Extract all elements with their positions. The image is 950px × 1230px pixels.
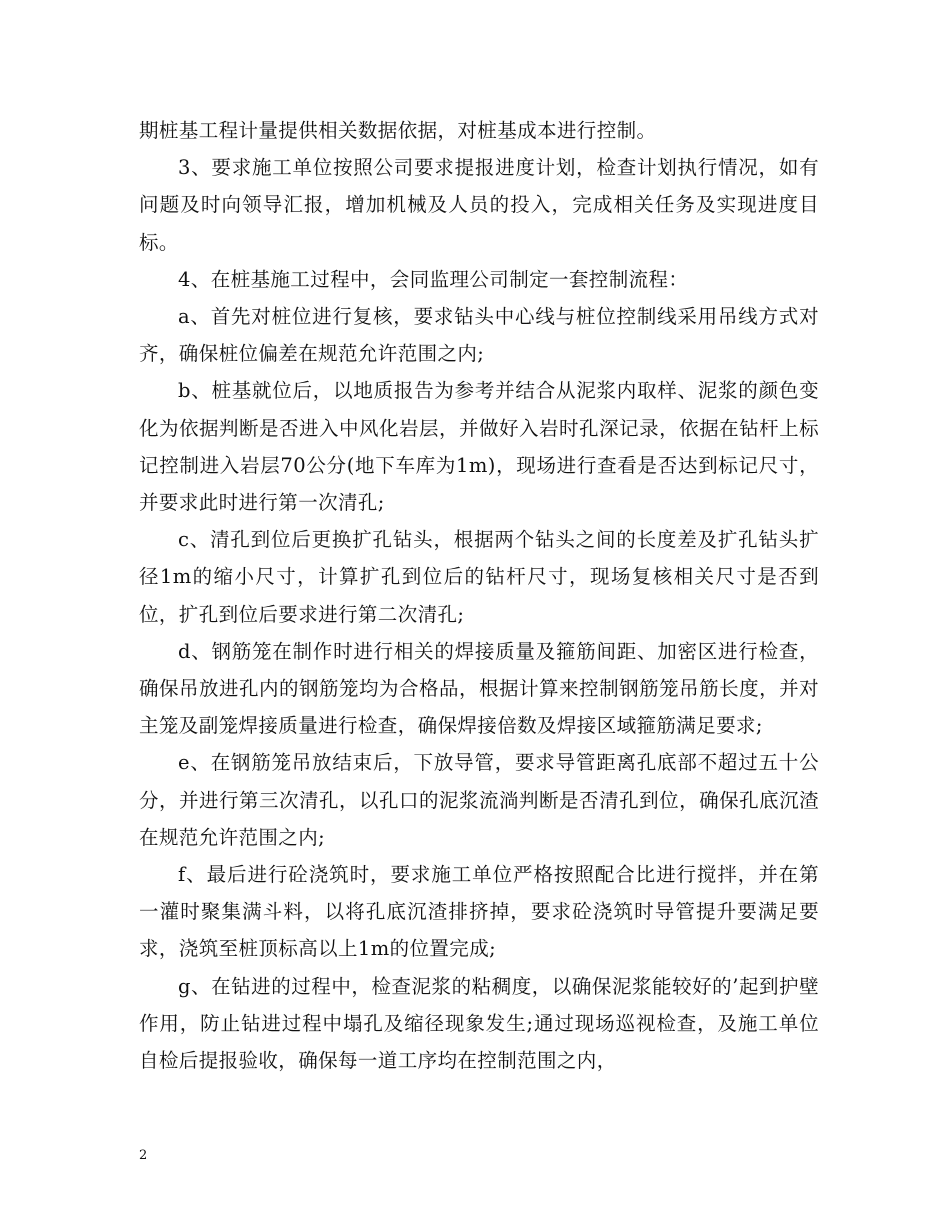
paragraph-8: e、在钢筋笼吊放结束后，下放导管，要求导管距离孔底部不超过五十公分，并进行第三次清孔，以孔口的泥浆流淌判断是否清孔到位，确保孔底沉渣在规范允许范围之内; [139,751,819,849]
paragraph-3: 4、在桩基施工过程中，会同监理公司制定一套控制流程： [178,267,689,291]
paragraph-9: f、最后进行砼浇筑时，要求施工单位严格按照配合比进行搅拌，并在第一灌时聚集满斗料，以将孔底沉渣排挤掉，要求砼浇筑时导管提升要满足要求，浇筑至桩顶标高以上1m的位置完成; [139,863,819,961]
paragraph-4: a、首先对桩位进行复核，要求钻头中心线与桩位控制线采用吊线方式对齐，确保桩位偏差在规范允许范围之内; [139,305,819,366]
paragraph-5: b、桩基就位后，以地质报告为参考并结合从泥浆内取样、泥浆的颜色变化为依据判断是否进入中风化岩层，并做好入岩时孔深记录，依据在钻杆上标记控制进入岩层70公分(地下车库为1m)，现场进行查看是否达到标记尺寸，并要求此时进行第一次清孔; [139,379,819,515]
page-number: 2 [139,1148,148,1163]
document-body [139,112,819,1079]
paragraph-2: 3、要求施工单位按照公司要求提报进度计划，检查计划执行情况，如有问题及时向领导汇报，增加机械及人员的投入，完成相关任务及实现进度目标。 [139,156,819,254]
paragraph-7: d、钢筋笼在制作时进行相关的焊接质量及箍筋间距、加密区进行检查，确保吊放进孔内的钢筋笼均为合格品，根据计算来控制钢筋笼吊筋长度，并对主笼及副笼焊接质量进行检查，确保焊接倍数及焊接区域箍筋满足要求; [139,639,819,738]
paragraph-10: g、在钻进的过程中，检查泥浆的粘稠度，以确保泥浆能较好的’起到护壁作用，防止钻进过程中塌孔及缩径现象发生;通过现场巡视检查，及施工单位自检后提报验收，确保每一道工序均在控制范围之内， [139,974,819,1073]
paragraph-6: c、清孔到位后更换扩孔钻头，根据两个钻头之间的长度差及扩孔钻头扩径1m的缩小尺寸，计算扩孔到位后的钻杆尺寸，现场复核相关尺寸是否到位，扩孔到位后要求进行第二次清孔; [139,528,819,626]
paragraph-1: 期桩基工程计量提供相关数据依据，对桩基成本进行控制。 [139,119,657,142]
